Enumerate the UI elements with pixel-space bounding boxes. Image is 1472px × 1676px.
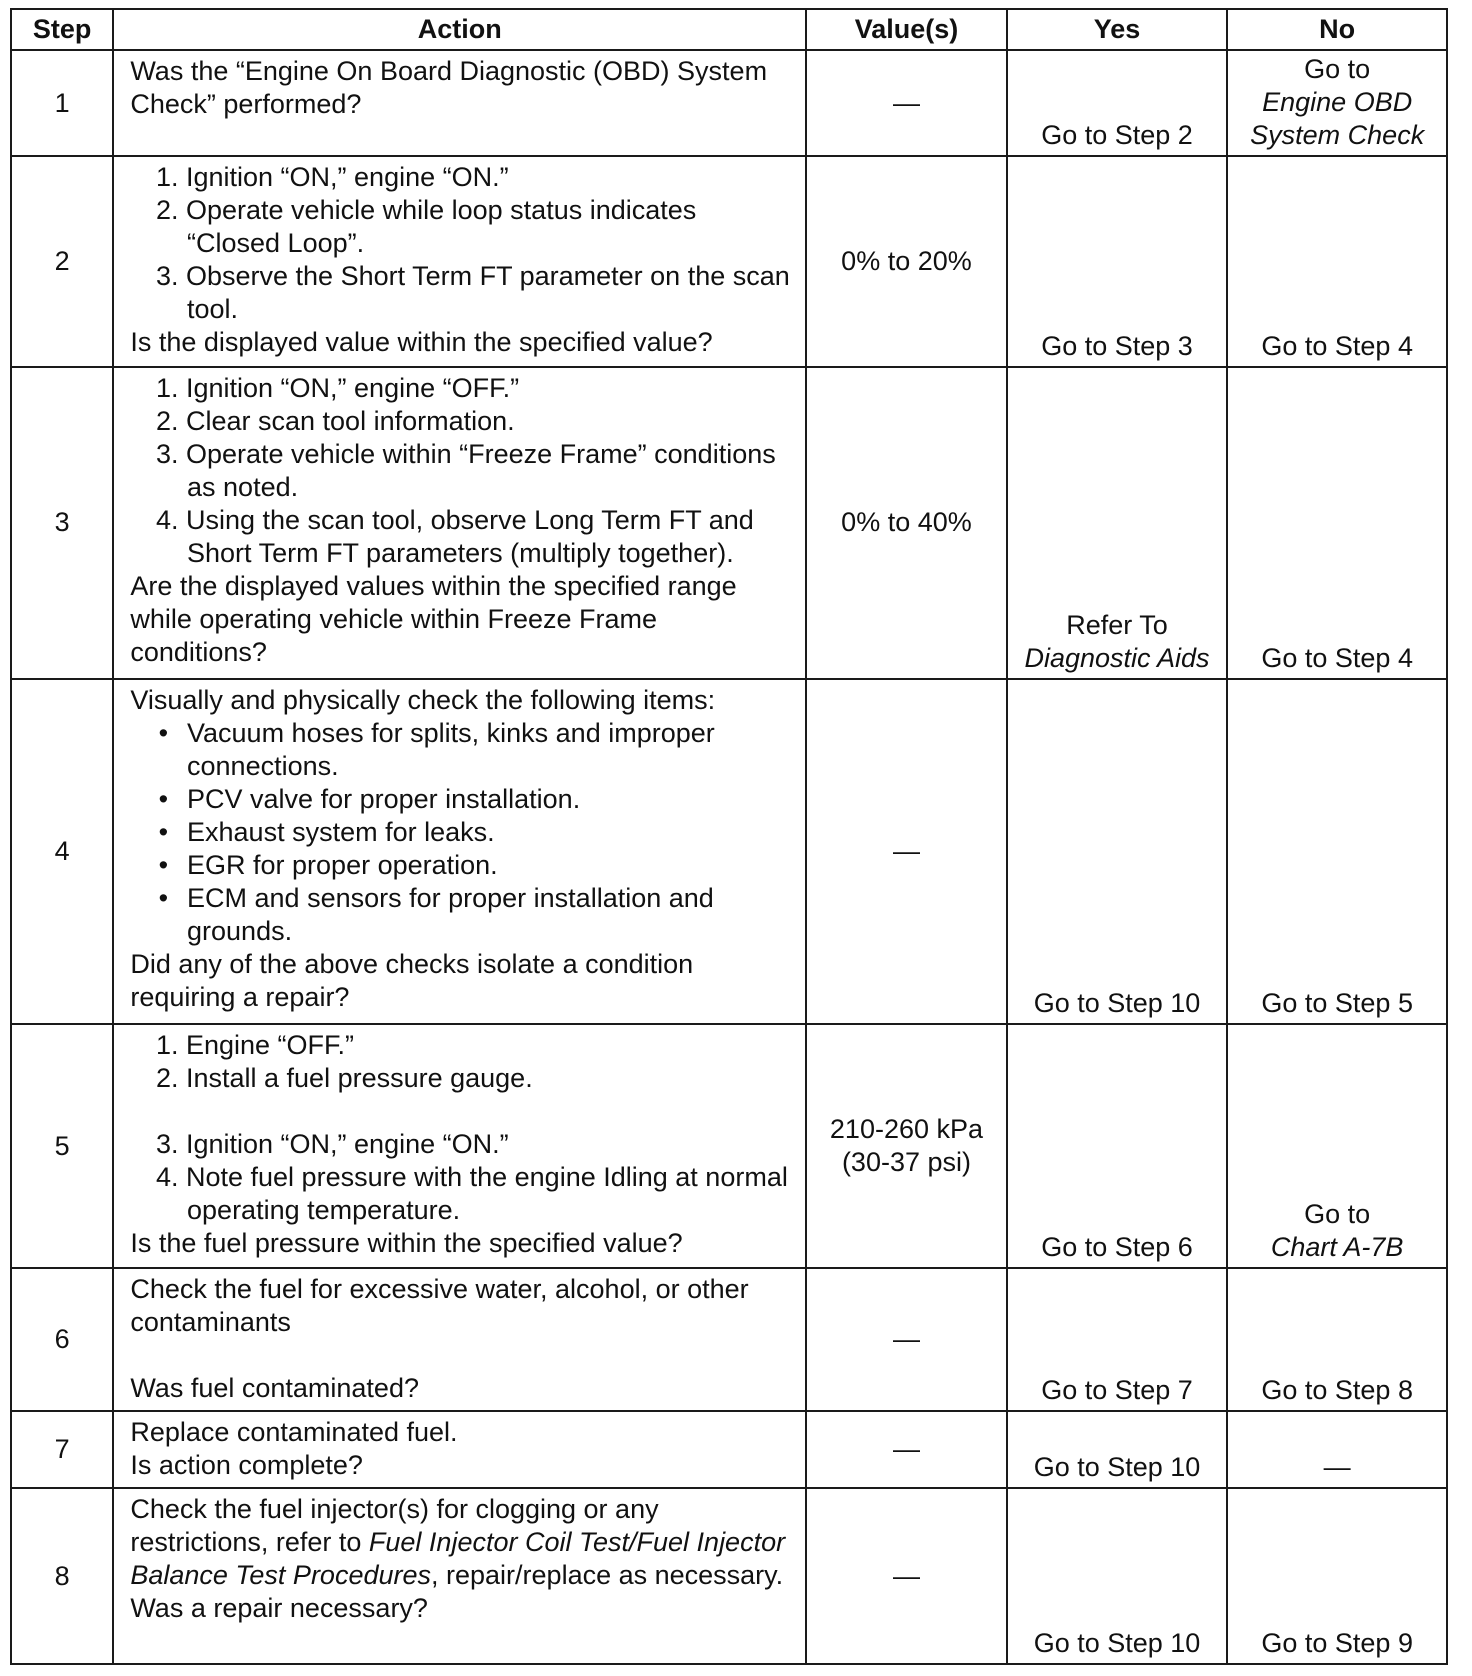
table-row [11,156,1447,367]
yes-cell [1007,367,1228,679]
action-item: 2. Operate vehicle while loop status indicates “Closed Loop”. [155,195,697,259]
table-row [11,50,1447,156]
action-bullet: • ECM and sensors for proper installation and grounds. [130,882,795,948]
step-number: 8 [11,1488,113,1664]
no-link: Engine OBD [1262,87,1413,118]
value-cell: — [806,1488,1006,1664]
step-number: 5 [11,1024,113,1268]
value-line: 210-260 kPa [829,1114,984,1145]
value-cell: — [806,1268,1006,1411]
action-intro: Visually and physically check the following items: [130,684,716,715]
value-cell: — [806,50,1006,156]
action-cell [113,50,806,156]
action-question: Was a repair necessary? [130,1593,428,1624]
action-item: 3. Operate vehicle within “Freeze Frame” conditions as noted. [155,438,776,502]
action-text: Check the fuel injector(s) for clogging or any restrictions, refer to [130,1494,659,1558]
step-number: 7 [11,1411,113,1488]
action-cell [113,367,806,679]
action-question: Is the fuel pressure within the specified value? [130,1228,683,1259]
header-no: No [1227,9,1447,50]
header-yes: Yes [1007,9,1228,50]
action-line: Check the fuel for excessive water, alcohol, or other contaminants [130,1274,749,1338]
action-cell [113,679,806,1024]
action-item: 4. Using the scan tool, observe Long Term FT and Short Term FT parameters (multiply together). [155,504,754,568]
action-spacer [130,1339,795,1372]
header-row [11,9,1447,50]
step-number: 4 [11,679,113,1024]
table-row [11,1411,1447,1488]
action-cell [113,1411,806,1488]
step-number: 6 [11,1268,113,1411]
no-line: Go to [1304,54,1371,85]
table-row [11,367,1447,679]
yes-link: Diagnostic Aids [1024,642,1210,673]
action-question: Is the displayed value within the specified value? [130,327,713,358]
action-item: 3. Ignition “ON,” engine “ON.” [155,1129,509,1160]
action-cell [113,1268,806,1411]
step-number: 1 [11,50,113,156]
action-item: 2. Install a fuel pressure gauge. [155,1063,533,1094]
no-cell [1227,50,1447,156]
no-cell [1227,1024,1447,1268]
header-action: Action [113,9,806,50]
yes-cell: Go to Step 10 [1007,1411,1228,1488]
action-question: Are the displayed values within the specified range while operating vehicle within Freeze Frame conditions? [130,570,737,667]
table-row [11,1488,1447,1664]
yes-cell: Go to Step 10 [1007,1488,1228,1664]
no-link: System Check [1250,120,1425,151]
value-cell: 0% to 20% [806,156,1006,367]
yes-cell: Go to Step 10 [1007,679,1228,1024]
value-cell: 0% to 40% [806,367,1006,679]
value-line: (30-37 psi) [841,1147,971,1178]
action-bullet: • Vacuum hoses for splits, kinks and improper connections. [130,717,795,783]
diagnostic-table [10,8,1448,1665]
action-item: 1. Ignition “ON,” engine “ON.” [155,162,509,193]
step-number: 2 [11,156,113,367]
action-item: 4. Note fuel pressure with the engine Idling at normal operating temperature. [155,1162,788,1226]
value-cell [806,1024,1006,1268]
no-cell: Go to Step 4 [1227,156,1447,367]
action-item: 1. Engine “OFF.” [155,1030,355,1061]
action-line: Replace contaminated fuel. [130,1417,458,1448]
no-cell: Go to Step 9 [1227,1488,1447,1664]
action-question: Did any of the above checks isolate a condition requiring a repair? [130,948,694,1012]
action-item: 3. Observe the Short Term FT parameter on the scan tool. [155,261,790,325]
value-cell: — [806,1411,1006,1488]
action-item: 1. Ignition “ON,” engine “OFF.” [155,372,520,403]
action-cell [113,1488,806,1664]
yes-cell: Go to Step 2 [1007,50,1228,156]
action-bullet: • EGR for proper operation. [130,849,795,882]
action-line: Was the “Engine On Board Diagnostic (OBD) System [130,56,768,86]
action-question: Was fuel contaminated? [130,1373,419,1404]
procedure-reference: Fuel Injector Coil Test/Fuel Injector Balance Test Procedures [130,1527,786,1591]
action-item: 2. Clear scan tool information. [155,405,515,436]
table-row [11,679,1447,1024]
action-paragraph [130,1493,795,1592]
no-cell: Go to Step 5 [1227,679,1447,1024]
table-row [11,1268,1447,1411]
action-bullet: • PCV valve for proper installation. [130,783,795,816]
yes-cell: Go to Step 3 [1007,156,1228,367]
action-cell [113,1024,806,1268]
action-question: Is action complete? [130,1450,363,1481]
action-spacer [130,1095,795,1128]
yes-cell: Go to Step 6 [1007,1024,1228,1268]
action-text: , repair/replace as necessary. [431,1560,784,1591]
yes-line: Refer To [1066,609,1168,640]
header-step: Step [11,9,113,50]
no-cell: Go to Step 8 [1227,1268,1447,1411]
no-cell: — [1227,1411,1447,1488]
action-line: Check” performed? [130,89,362,119]
yes-cell: Go to Step 7 [1007,1268,1228,1411]
action-bullet: • Exhaust system for leaks. [130,816,795,849]
step-number: 3 [11,367,113,679]
value-cell: — [806,679,1006,1024]
no-link: Chart A-7B [1270,1232,1404,1263]
action-cell [113,156,806,367]
no-cell: Go to Step 4 [1227,367,1447,679]
header-value: Value(s) [806,9,1006,50]
no-line: Go to [1304,1199,1371,1230]
table-row [11,1024,1447,1268]
